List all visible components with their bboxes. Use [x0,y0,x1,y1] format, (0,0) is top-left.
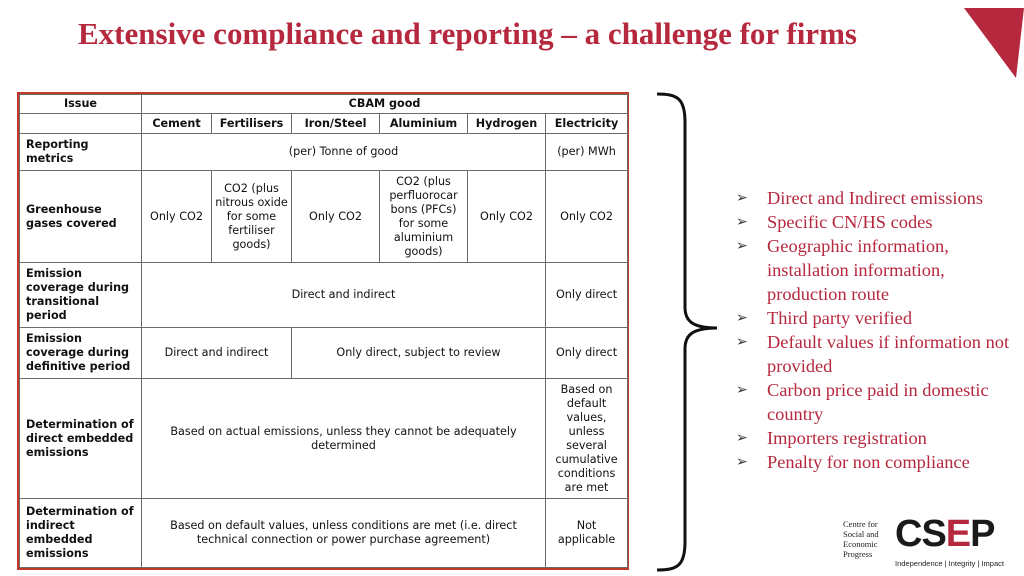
issue-definitive: Emission coverage during definitive period [20,328,142,379]
cell-direct-embedded-electricity: Based on default values, unless several cumulative conditions are met [546,379,628,499]
issue-transitional: Emission coverage during transitional period [20,263,142,328]
corner-ribbon-decoration [934,0,1024,90]
slide-title: Extensive compliance and reporting – a challenge for firms [78,16,857,51]
arrowhead-bullet-icon: ➢ [736,310,748,326]
cbam-table [17,92,629,570]
right-brace-icon [655,92,725,572]
good-header-electricity: Electricity [546,114,628,134]
logo-tagline: Independence | Integrity | Impact [895,559,1004,568]
cell-ghg-fertilisers: CO2 (plus nitrous oxide for some fertiliser goods) [212,171,292,263]
requirements-list [736,186,1016,474]
list-item: ➢ Specific CN/HS codes [736,212,933,232]
arrowhead-bullet-icon: ➢ [736,334,748,350]
good-header-iron-steel: Iron/Steel [292,114,380,134]
cell-ghg-cement: Only CO2 [142,171,212,263]
arrowhead-bullet-icon: ➢ [736,190,748,206]
cell-direct-embedded-goods: Based on actual emissions, unless they cannot be adequately determined [142,379,546,499]
logo-org-name: Centre for Social and Economic Progress [843,519,879,559]
list-item: ➢ Importers registration [736,428,927,448]
list-item: ➢ Default values if information not provided [736,332,1010,376]
cell-reporting-electricity: (per) MWh [546,134,628,171]
cbam-table-grid [19,94,628,568]
cell-ghg-aluminium: CO2 (plus perfluorocar bons (PFCs) for some aluminium goods) [380,171,468,263]
cell-transitional-goods: Direct and indirect [142,263,546,328]
arrowhead-bullet-icon: ➢ [736,454,748,470]
cbam-good-header: CBAM good [142,95,628,114]
cell-ghg-electricity: Only CO2 [546,171,628,263]
good-header-fertilisers: Fertilisers [212,114,292,134]
arrowhead-bullet-icon: ➢ [736,430,748,446]
list-item: ➢ Geographic information, installation information, production route [736,236,949,304]
cell-transitional-electricity: Only direct [546,263,628,328]
logo-wordmark: CSEP [895,513,995,555]
csep-logo [843,513,1019,573]
issue-direct-embedded: Determination of direct embedded emissions [20,379,142,499]
issue-reporting-metrics: Reporting metrics [20,134,142,171]
issue-indirect-embedded: Determination of indirect embedded emissions [20,499,142,568]
cell-definitive-cement-fert: Direct and indirect [142,328,292,379]
empty-cell [20,114,142,134]
list-item: ➢ Direct and Indirect emissions [736,188,984,208]
cell-ghg-iron-steel: Only CO2 [292,171,380,263]
arrowhead-bullet-icon: ➢ [736,382,748,398]
list-item: ➢ Penalty for non compliance [736,452,970,472]
arrowhead-bullet-icon: ➢ [736,238,748,254]
list-item: ➢ Carbon price paid in domestic country [736,380,989,424]
list-item: ➢ Third party verified [736,308,913,328]
cell-indirect-embedded-goods: Based on default values, unless conditions are met (i.e. direct technical connection or power purchase agreement) [142,499,546,568]
good-header-hydrogen: Hydrogen [468,114,546,134]
arrowhead-bullet-icon: ➢ [736,214,748,230]
cell-reporting-goods: (per) Tonne of good [142,134,546,171]
good-header-cement: Cement [142,114,212,134]
cell-definitive-others: Only direct, subject to review [292,328,546,379]
cell-indirect-embedded-electricity: Not applicable [546,499,628,568]
cell-definitive-electricity: Only direct [546,328,628,379]
issue-ghg: Greenhouse gases covered [20,171,142,263]
good-header-aluminium: Aluminium [380,114,468,134]
cell-ghg-hydrogen: Only CO2 [468,171,546,263]
issue-header: Issue [20,95,142,114]
